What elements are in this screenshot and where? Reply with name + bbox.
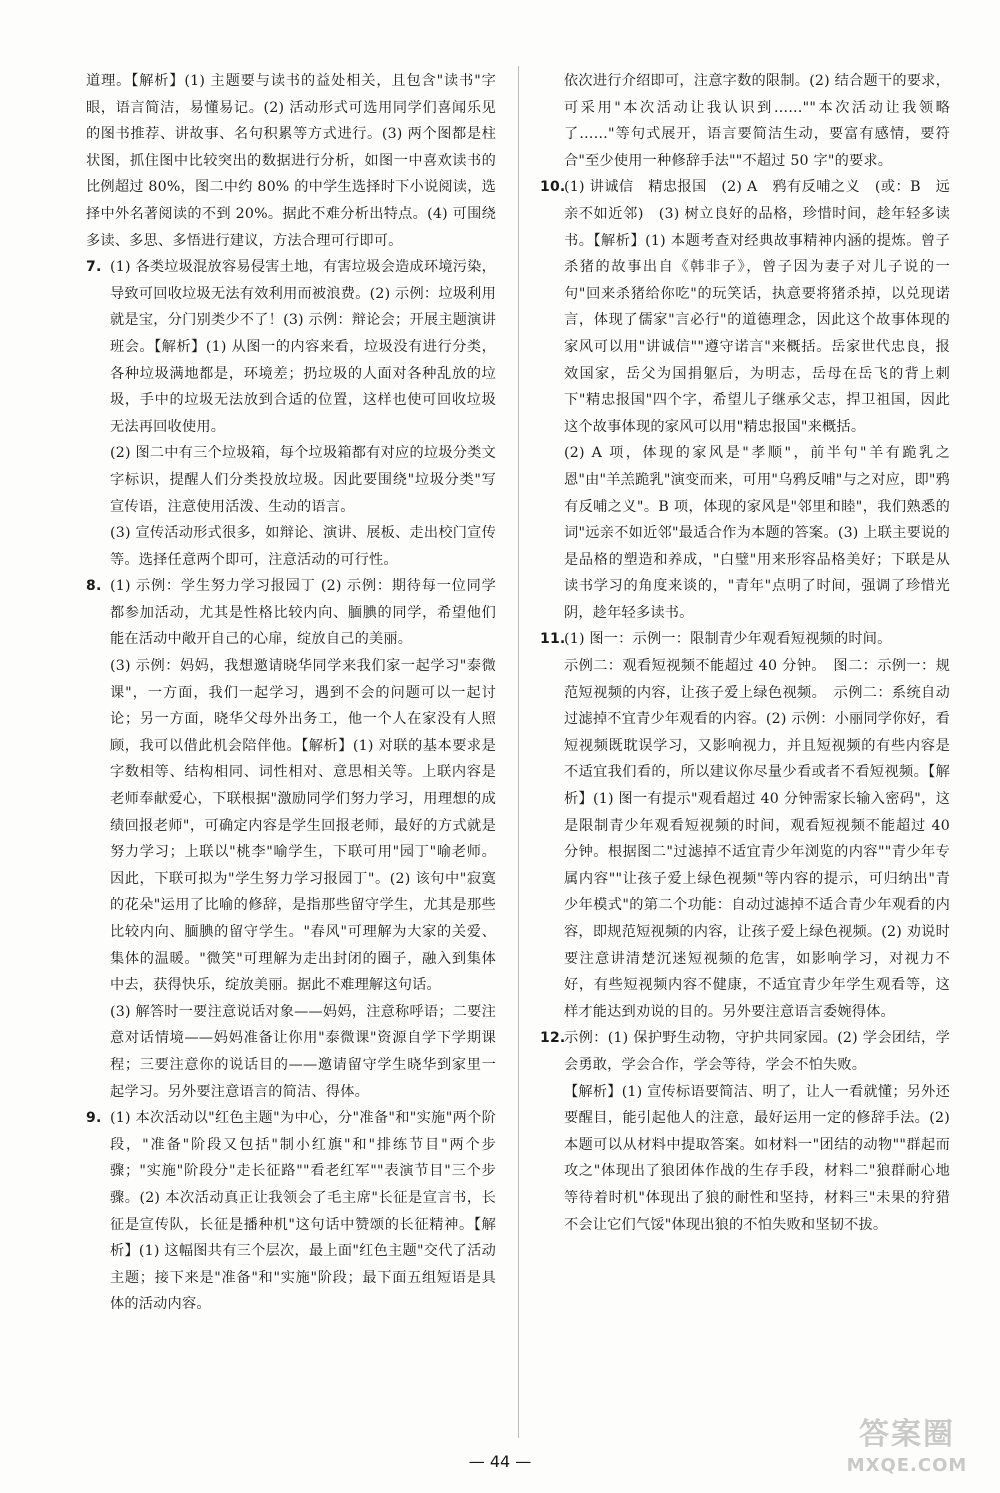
item-number: 12.	[540, 1030, 566, 1047]
paragraph: 道理。【解析】(1) 主题要与读书的益处相关，且包含"读书"字眼，语言简洁，易懂易记。(2) 活动形式可选用同学们喜闻乐见的图书推荐、讲故事、名句积累等方式进行。(3) 两个图都是柱状图，抓住图中比较突出的数据进行分析，如图一中喜欢读书的比例超过 80%，图二中约 80% 的中学生选择时下小说阅读，选择中外名著阅读的不到 20%。据此不难分析出特点。(4) 可围绕多读、多思、多悟进行建议，方法合理可行即可。	[86, 73, 496, 249]
left-column	[86, 68, 496, 1318]
paragraph: 依次进行介绍即可，注意字数的限制。(2) 结合题干的要求，可采用"本次活动让我认识到……""本次活动让我领略了……"等句式展开，语言要简洁生动，要富有感情，要符合"至少使用一种修辞手法""不超过 50 字"的要求。	[564, 73, 950, 169]
page-number: — 44 —	[468, 1452, 532, 1471]
answer-item-10	[540, 174, 950, 626]
item-number: 10.	[540, 179, 566, 196]
answer-text: (1) 本次活动以"红色主题"为中心，分"准备"和"实施"两个阶段，"准备"阶段又包括"制小红旗"和"排练节目"两个步骤；"实施"阶段分"走长征路""看老红军""表演节目"三个步骤。(2) 本次活动真正让我领会了毛主席"长征是宣言书，长征是宣传队，长征是播种机"这句话中赞颂的长征精神。【解析】(1) 这幅图共有三个层次，最上面"红色主题"交代了活动主题；接下来是"准备"和"实施"阶段；最下面五组短语是具体的活动内容。	[110, 1110, 496, 1313]
answer-text: 【解析】(1) 宣传标语要简洁、明了，让人一看就懂；另外还要醒目，能引起他人的注意，最好运用一定的修辞手法。(2) 本题可以从材料中提取答案。如材料一"团结的动物""群起而攻之"体现出了狼团体作战的生存手段，材料二"狼群耐心地等待着时机"体现出了狼的耐性和坚持，材料三"未果的狩猎不会让它们气馁"体现出狼的不怕失败和坚韧不拔。	[564, 1083, 950, 1233]
answer-text: 示例二：观看短视频不能超过 40 分钟。 图二：示例一：规范短视频的内容，让孩子爱上绿色视频。 示例二：系统自动过滤掉不宜青少年观看的内容。(2) 示例：小丽同学你好，看短视频既耽误学习，又影响视力，并且短视频的有些内容是不适宜我们看的，所以建议你尽量少看或者不看短视频。【解析】(1) 图一有提示"观看超过 40 分钟需家长输入密码"，这是限制青少年观看短视频的时间，观看短视频不能超过 40 分钟。根据图二"过滤掉不适宜青少年浏览的内容""青少年专属内容""让孩子爱上绿色视频"等内容的提示，可归纳出"青少年模式"的第二个功能：自动过滤掉不适合青少年观看的内容，即规范短视频的内容，让孩子爱上绿色视频。(2) 劝说时要注意讲清楚沉迷短视频的危害，如影响学习，对视力不好，有些短视频内容不健康，不适宜青少年学生观看等，这样才能达到劝说的目的。另外要注意语言委婉得体。	[564, 658, 950, 1020]
answer-text: (2) A 项，体现的家风是"孝顺"，前半句"羊有跪乳之恩"由"羊羔跪乳"演变而来，可用"乌鸦反哺"与之对应，即"鸦有反哺之义"。B 项，体现的家风是"邻里和睦"，我们熟悉的词"远亲不如近邻"最适合作为本题的答案。(3) 上联主要说的是品格的塑造和养成，"白璧"用来形容品格美好；下联是从读书学习的角度来谈的，"青年"点明了时间，强调了珍惜光阴，趁年轻多读书。	[564, 445, 950, 621]
answer-text: (3) 解答时一要注意说话对象——妈妈，注意称呼语；二要注意对话情境——妈妈准备让你用"泰微课"资源自学下学期课程；三要注意你的说话目的——邀请留守学生晓华到家里一起学习。另外要注意语言的简洁、得体。	[110, 1003, 496, 1100]
item-number: 9.	[86, 1110, 102, 1127]
answer-text: (2) 图二中有三个垃圾箱，每个垃圾箱都有对应的垃圾分类文字标识，提醒人们分类投放垃圾。因此要围绕"垃圾分类"写宣传语，注意使用活泼、生动的语言。	[110, 445, 496, 515]
answer-text: (1) 各类垃圾混放容易侵害土地，有害垃圾会造成环境污染，导致可回收垃圾无法有效利用而被浪费。(2) 示例：垃圾利用就是宝，分门别类少不了！(3) 示例：辩论会；开展主题演讲班会。【解析】(1) 从图一的内容来看，垃圾没有进行分类，各种垃圾满地都是，环境差；扔垃圾的人面对各种乱放的垃圾，手中的垃圾无法放到合适的位置，这样也使可回收垃圾无法再回收使用。	[110, 259, 496, 435]
watermark-url: MXQE.COM	[846, 1455, 968, 1476]
answer-item-9	[86, 1105, 496, 1318]
item-number: 7.	[86, 259, 102, 276]
answer-text: 示例：(1) 保护野生动物，守护共同家园。(2) 学会团结，学会勇敢，学会合作，学会等待，学会不怕失败。	[564, 1030, 950, 1073]
answer-item-8	[86, 573, 496, 1105]
answer-text: (3) 示例：妈妈，我想邀请晓华同学来我们家一起学习"泰微课"，一方面，我们一起学习，遇到不会的问题可以一起讨论；另一方面，晓华父母外出务工，他一个人在家没有人照顾，我可以借此机会陪伴他。【解析】(1) 对联的基本要求是字数相等、结构相同、词性相对、意思相关等。上联内容是老师奉献爱心，下联根据"激励同学们努力学习，用理想的成绩回报老师"，可确定内容是学生回报老师，最好的方式就是努力学习；上联以"桃李"喻学生，下联可用"园丁"喻老师。因此，下联可拟为"学生努力学习报园丁"。(2) 该句中"寂寞的花朵"运用了比喻的修辞，是指那些留守学生，尤其是那些比较内向、腼腆的留守学生。"春风"可理解为大家的关爱、集体的温暖。"微笑"可理解为走出封闭的圈子，融入到集体中去，获得快乐，绽放美丽。据此不难理解这句话。	[110, 658, 496, 994]
answer-item-12	[540, 1025, 950, 1238]
answer-text: (1) 示例：学生努力学习报园丁 (2) 示例：期待每一位同学都参加活动，尤其是性格比较内向、腼腆的同学，希望他们能在活动中敞开自己的心扉，绽放自己的美丽。	[110, 578, 496, 648]
answer-text: (3) 宣传活动形式很多，如辩论、演讲、展板、走出校门宣传等。选择任意两个即可，注意活动的可行性。	[110, 525, 496, 568]
column-divider	[518, 66, 519, 1438]
item-number: 8.	[86, 578, 102, 595]
answer-item-11	[540, 626, 950, 1025]
watermark-title: 答案圈	[859, 1417, 955, 1452]
answer-item-7	[86, 254, 496, 573]
right-column	[540, 68, 950, 1238]
answer-text: (1) 讲诚信 精忠报国 (2) A 鸦有反哺之义 (或：B 远亲不如近邻) (3) 树立良好的品格，珍惜时间，趁年轻多读书。【解析】(1) 本题考查对经典故事精神内涵的提炼。曾子杀猪的故事出自《韩非子》，曾子因为妻子对儿子说的一句"回来杀猪给你吃"的玩笑话，执意要将猪杀掉，以兑现诺言，体现了儒家"言必行"的道德理念，因此这个故事体现的家风可以用"讲诚信""遵守诺言"来概括。岳家世代忠良，报效国家，岳父为国捐躯后，为明志，岳母在岳飞的背上刺下"精忠报国"四个字，希望儿子继承父志，捍卫祖国，因此这个故事体现的家风可以用"精忠报国"来概括。	[564, 179, 950, 435]
watermark-logo	[832, 1415, 982, 1485]
item-number: 11.	[540, 631, 566, 648]
answer-text: (1) 图一：示例一：限制青少年观看短视频的时间。	[564, 631, 892, 648]
